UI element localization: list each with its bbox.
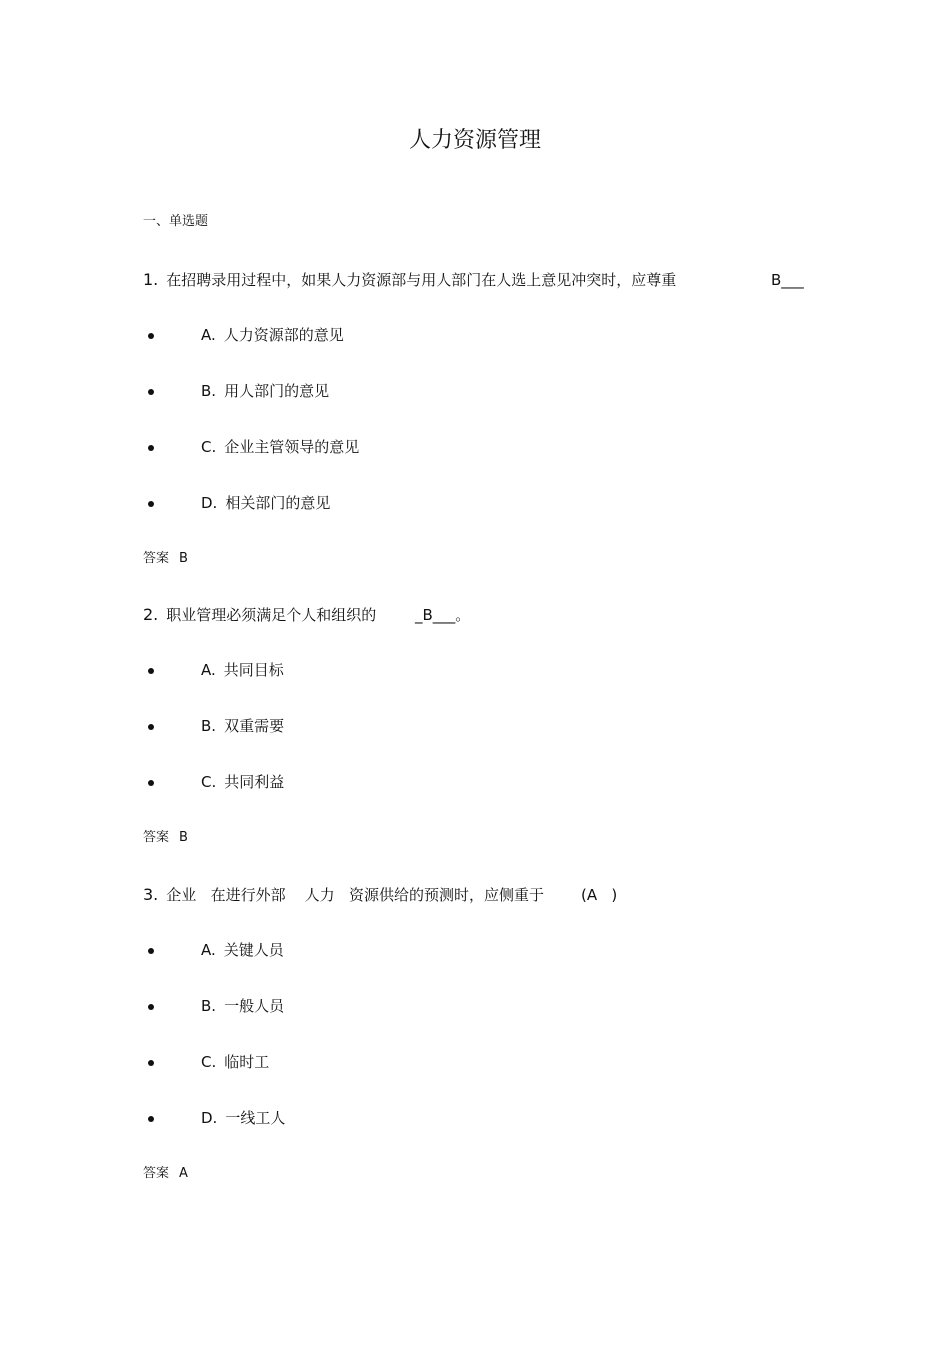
bullet-icon [148,1060,154,1066]
answer-line [143,1165,188,1183]
option-letter: C. [201,438,217,456]
bullet-icon [148,668,154,674]
answer-value: B [179,830,188,845]
option-text: 共同目标 [223,661,284,679]
option-text: 一线工人 [225,1109,286,1127]
option-text: 共同利益 [224,773,285,791]
question-2 [143,605,471,625]
answer-label: 答案 [143,1166,170,1181]
bullet-icon [148,445,154,451]
bullet-icon [148,948,154,954]
option-letter: A. [201,941,216,959]
question-3 [143,885,618,905]
question-blank: _B___。 [415,606,471,624]
option-text: 关键人员 [223,941,284,959]
option-letter: D. [201,1109,218,1127]
question-text: 在招聘录用过程中，如果人力资源部与用人部门在人选上意见冲突时，应尊重 [166,271,677,289]
option-letter: C. [201,773,217,791]
answer-line [143,829,188,847]
question-number: 3. [143,885,159,904]
answer-line [143,550,188,568]
bullet-icon [148,1116,154,1122]
option-letter: B. [201,382,217,400]
bullet-icon [148,724,154,730]
question-text: 企业 在进行外部 人力 资源供给的预测时，应侧重于 [166,886,544,904]
answer-value: B [179,551,188,566]
section-heading: 一、单选题 [143,214,209,229]
bullet-icon [148,389,154,395]
option-text: 企业主管领导的意见 [224,438,360,456]
option-letter: A. [201,326,216,344]
option-letter: C. [201,1053,217,1071]
option-text: 一般人员 [224,997,285,1015]
option-text: 双重需要 [224,717,285,735]
option-letter: B. [201,997,217,1015]
option-text: 用人部门的意见 [224,382,330,400]
option-letter: A. [201,661,216,679]
question-blank: (A ) [581,886,618,904]
question-text: 职业管理必须满足个人和组织的 [166,606,377,624]
bullet-icon [148,333,154,339]
bullet-icon [148,780,154,786]
option-text: 人力资源部的意见 [223,326,344,344]
question-blank: B___ [771,271,804,289]
page-title: 人力资源管理 [408,128,541,153]
option-text: 临时工 [224,1053,270,1071]
option-letter: D. [201,494,218,512]
question-number: 2. [143,605,159,624]
option-text: 相关部门的意见 [225,494,331,512]
answer-value: A [179,1166,188,1181]
answer-label: 答案 [143,830,170,845]
question-number: 1. [143,270,159,289]
answer-label: 答案 [143,551,170,566]
question-1 [143,270,804,290]
bullet-icon [148,501,154,507]
option-letter: B. [201,717,217,735]
bullet-icon [148,1004,154,1010]
